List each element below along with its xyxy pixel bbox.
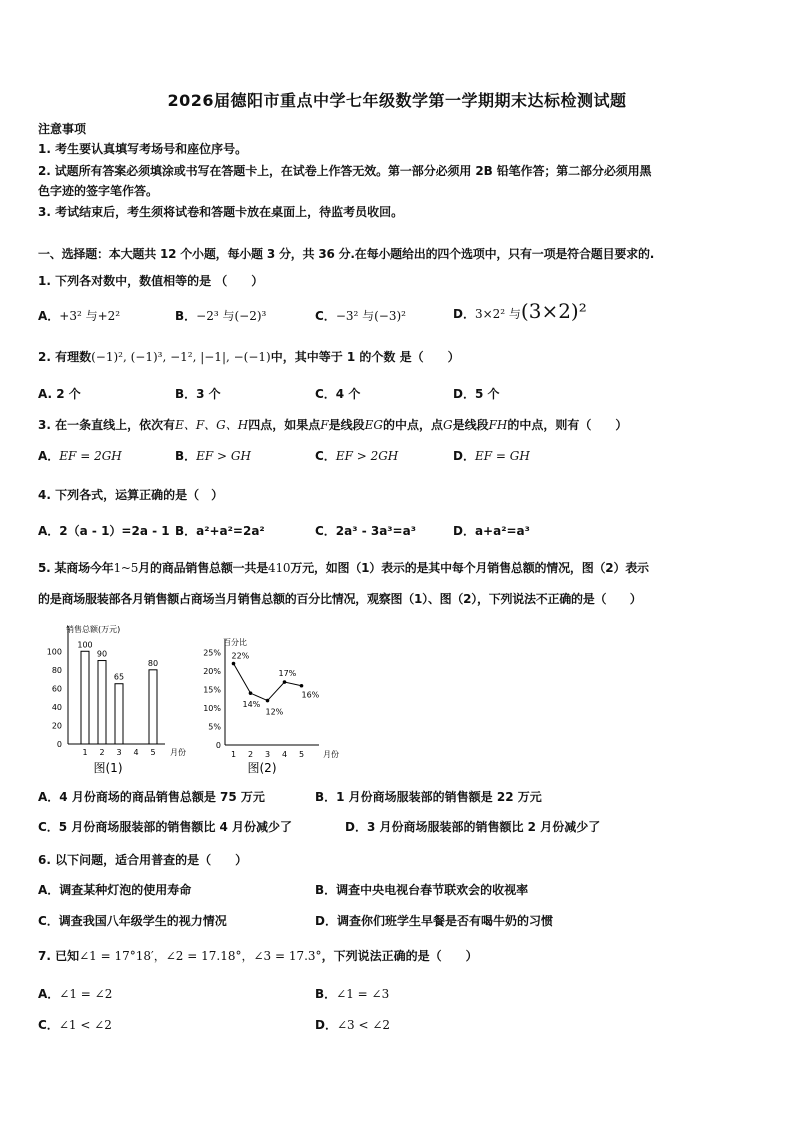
option-label: B．: [175, 449, 197, 463]
x-tick-label: 5: [298, 750, 305, 759]
x-tick-label: 3: [264, 750, 271, 759]
x-tick-label: 2: [247, 750, 254, 759]
y-tick-label: 60: [51, 684, 62, 694]
stem-expr: 1~5: [113, 561, 139, 575]
q3-option-a[interactable]: [38, 447, 122, 465]
stem-text: 是线段: [328, 418, 365, 432]
q7-option-b[interactable]: [315, 985, 389, 1003]
stem-text: 是线段: [452, 418, 489, 432]
q6-option-a[interactable]: A．调查某种灯泡的使用寿命: [38, 883, 192, 897]
y-tick-label: 10%: [203, 703, 221, 713]
q6-option-b[interactable]: B．调查中央电视台春节联欢会的收视率: [315, 883, 529, 897]
y-tick-label: 20: [51, 721, 62, 731]
q2-option-b[interactable]: B．3 个: [175, 387, 221, 401]
q4-option-c[interactable]: C．2a³ - 3a³=a³: [315, 524, 416, 538]
chart-caption: 图(1): [93, 761, 123, 775]
stem-text: 的中点，点: [382, 418, 443, 432]
q5-option-b[interactable]: B．1 月份商场服装部的销售额是 22 万元: [315, 790, 542, 804]
stem-expr: FH: [488, 418, 508, 432]
stem-text: 四点，如果点: [248, 418, 321, 432]
q5-option-d[interactable]: D．3 月份商场服装部的销售额比 2 月份减少了: [345, 820, 601, 834]
q6-option-c[interactable]: C．调查我国八年级学生的视力情况: [38, 914, 227, 928]
q2-option-c[interactable]: C．4 个: [315, 387, 361, 401]
q4-option-b[interactable]: B．a²+a²=2a²: [175, 524, 265, 538]
bar: [81, 651, 89, 744]
stem-text: 5. 某商场今年: [38, 561, 114, 575]
bar: [98, 661, 106, 744]
q2-option-a[interactable]: A. 2 个: [38, 387, 81, 401]
option-expr: −2³ 与(−2)³: [196, 309, 267, 323]
y-tick-label: 80: [51, 665, 62, 675]
question-5-stem-line1: [38, 559, 649, 577]
notice-item: 色字迹的签字笔作答。: [38, 184, 159, 198]
notice-item: 1. 考生要认真填写考场号和座位序号。: [38, 142, 248, 156]
q5-option-c[interactable]: C．5 月份商场服装部的销售额比 4 月份减少了: [38, 820, 293, 834]
option-label: D．: [315, 1018, 337, 1032]
y-axis-label: 销售总额(万元): [66, 625, 121, 634]
notice-item: 3. 考试结束后，考生须将试卷和答题卡放在桌面上，待监考员收回。: [38, 205, 404, 219]
point-data-label: 12%: [265, 707, 284, 717]
y-tick-label: 0: [215, 741, 221, 750]
option-label: B．: [315, 987, 337, 1001]
option-label: A．: [38, 987, 60, 1001]
q7-option-a[interactable]: [38, 985, 112, 1003]
q6-option-d[interactable]: D．调查你们班学生早餐是否有喝牛奶的习惯: [315, 914, 553, 928]
q1-option-a[interactable]: [38, 307, 120, 325]
stem-text: 2. 有理数: [38, 350, 92, 364]
bar-data-label: 100: [77, 640, 93, 650]
option-expr: ∠1 < ∠2: [58, 1018, 112, 1032]
x-tick-label: 1: [230, 750, 237, 759]
x-axis-label: 月份: [323, 750, 339, 759]
notice-heading: 注意事项: [38, 122, 87, 136]
y-tick-label: 5%: [208, 722, 221, 732]
x-tick-label: 4: [281, 750, 288, 759]
x-tick-label: 5: [150, 748, 156, 757]
q1-option-d[interactable]: [453, 299, 587, 323]
point-data-label: 22%: [231, 651, 250, 661]
question-3-stem: [38, 416, 627, 434]
line-chart-fig2: [195, 635, 355, 778]
point-data-label: 17%: [278, 669, 297, 679]
data-point: [232, 662, 236, 666]
stem-text: 7. 已知: [38, 949, 80, 963]
stem-expr: G: [442, 418, 453, 432]
q3-option-d[interactable]: [453, 447, 530, 465]
y-tick-label: 20%: [203, 666, 221, 676]
question-7-stem: [38, 947, 478, 965]
question-6-stem: 6. 以下问题，适合用普查的是（ ）: [38, 853, 248, 867]
y-tick-label: 40: [51, 702, 62, 712]
x-axis-label: 月份: [170, 748, 186, 757]
stem-text: 的中点，则有（ ）: [507, 418, 628, 432]
bar-data-label: 80: [147, 658, 159, 668]
y-tick-label: 15%: [203, 685, 221, 695]
q4-option-d[interactable]: D．a+a²=a³: [453, 524, 530, 538]
stem-expr: F: [320, 418, 329, 432]
option-label: D．: [453, 307, 475, 321]
y-tick-label: 0: [56, 740, 62, 749]
stem-text: 3. 在一条直线上，依次有: [38, 418, 176, 432]
bar: [149, 670, 157, 744]
y-tick-label: 100: [46, 647, 62, 657]
option-expr: EF = GH: [474, 449, 530, 463]
q3-option-b[interactable]: [175, 447, 251, 465]
q3-option-c[interactable]: [315, 447, 398, 465]
option-expr: EF > 2GH: [335, 449, 399, 463]
bar: [115, 684, 123, 744]
option-expr: EF > GH: [196, 449, 251, 463]
option-label: C．: [315, 309, 336, 323]
q5-option-a[interactable]: A．4 月份商场的商品销售总额是 75 万元: [38, 790, 265, 804]
option-label: C．: [315, 449, 336, 463]
x-tick-label: 2: [99, 748, 105, 757]
q2-option-d[interactable]: D．5 个: [453, 387, 500, 401]
stem-text: 月的商品销售总额一共是: [138, 561, 269, 575]
data-point: [300, 684, 304, 688]
data-point: [283, 680, 287, 684]
bar-data-label: 65: [113, 672, 125, 682]
question-2-stem: [38, 348, 460, 366]
point-data-label: 14%: [242, 700, 261, 710]
option-label: B．: [175, 309, 197, 323]
stem-expr: ∠1 = 17°18′，∠2 = 17.18°，∠3 = 17.3°: [79, 949, 322, 963]
q4-option-a[interactable]: A．2（a - 1）=2a - 1: [38, 524, 170, 538]
page-title: 2026届德阳市重点中学七年级数学第一学期期末达标检测试题: [167, 91, 627, 110]
q7-option-d[interactable]: [315, 1016, 390, 1034]
stem-expr: EG: [364, 418, 383, 432]
option-label: C．: [38, 1018, 59, 1032]
option-expr: 3×2² 与: [474, 307, 521, 321]
chart-caption: 图(2): [247, 761, 277, 775]
q1-option-c[interactable]: [315, 307, 406, 325]
stem-expr: 410: [268, 561, 291, 575]
option-expr-large: (3×2)²: [520, 299, 587, 323]
option-label: A．: [38, 309, 60, 323]
option-expr: −3² 与(−3)²: [335, 309, 406, 323]
q7-option-c[interactable]: [38, 1016, 112, 1034]
y-tick-label: 25%: [203, 648, 221, 658]
stem-text: 中，其中等于 1 的个数 是（ ）: [270, 350, 460, 364]
stem-expr: (−1)², (−1)³, −1², |−1|, −(−1): [91, 350, 271, 364]
data-point: [249, 691, 253, 695]
question-4-stem: 4. 下列各式，运算正确的是（ ）: [38, 488, 224, 502]
stem-text: ，下列说法正确的是（ ）: [321, 949, 478, 963]
section-heading: 一、选择题：本大题共 12 个小题，每小题 3 分，共 36 分.在每小题给出的四个选项中，只有一项是符合题目要求的.: [38, 247, 655, 261]
notice-item: 2. 试题所有答案必须填涂或书写在答题卡上，在试卷上作答无效。第一部分必须用 2B 铅笔作答；第二部分必须用黑: [38, 164, 652, 178]
option-expr: ∠1 = ∠2: [59, 987, 113, 1001]
x-tick-label: 1: [82, 748, 88, 757]
question-5-stem-line2: 的是商场服装部各月销售额占商场当月销售总额的百分比情况，观察图（1）、图（2），下列说法不正确的是（ ）: [38, 592, 642, 606]
bar-chart-fig1: [40, 620, 200, 778]
point-data-label: 16%: [301, 690, 320, 700]
question-1-stem: 1. 下列各对数中，数值相等的是 （ ）: [38, 274, 264, 288]
option-expr: ∠1 = ∠3: [336, 987, 390, 1001]
data-point: [266, 699, 270, 703]
option-label: D．: [453, 449, 475, 463]
option-expr: ∠3 < ∠2: [336, 1018, 391, 1032]
stem-text: 万元，如图（1）表示的是其中每个月销售总额的情况，图（2）表示: [290, 561, 649, 575]
q1-option-b[interactable]: [175, 307, 266, 325]
option-label: A．: [38, 449, 60, 463]
option-expr: +3² 与+2²: [59, 309, 121, 323]
option-expr: EF = 2GH: [59, 449, 122, 463]
y-axis-label: 百分比: [223, 638, 247, 647]
bar-data-label: 90: [96, 649, 108, 659]
x-tick-label: 4: [133, 748, 139, 757]
stem-expr: E、F、G、H: [175, 418, 249, 432]
x-tick-label: 3: [116, 748, 122, 757]
